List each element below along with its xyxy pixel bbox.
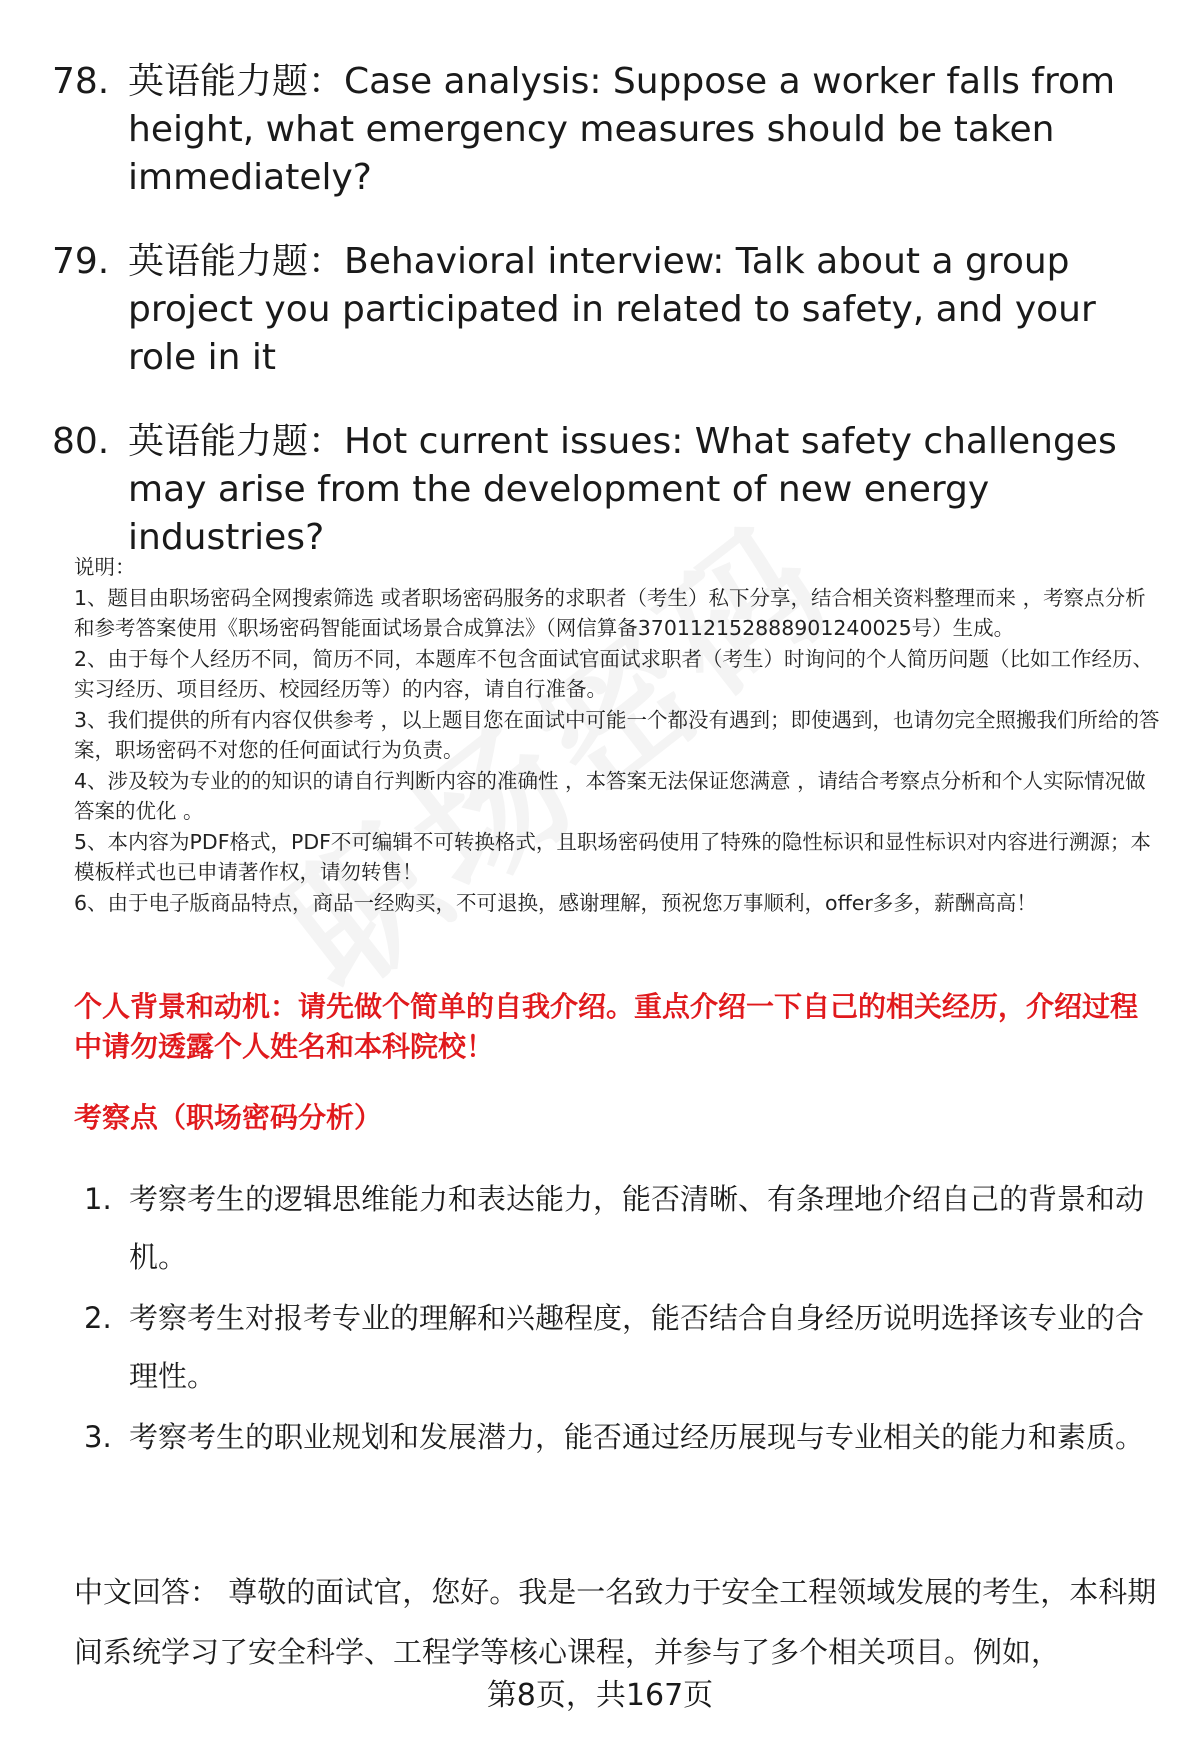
- analysis-number: 2.: [84, 1301, 112, 1335]
- note-item: 3、我们提供的所有内容仅供参考 ，以上题目您在面试中可能一个都没有遇到；即使遇到，也请勿完全照搬我们所给的答案，职场密码不对您的任何面试行为负责。: [74, 707, 1160, 762]
- answer-paragraph: [74, 1562, 1164, 1682]
- question-item: [52, 418, 1162, 562]
- analysis-item: [84, 1289, 1164, 1405]
- question-list: [52, 58, 1162, 598]
- question-number: 79.: [52, 241, 110, 282]
- analysis-number: 1.: [84, 1182, 112, 1216]
- question-tag: 英语能力题：: [128, 61, 345, 102]
- question-item: [52, 238, 1162, 382]
- note-item: 5、本内容为PDF格式，PDF不可编辑不可转换格式，且职场密码使用了特殊的隐性标识和显性标识对内容进行溯源；本模板样式也已申请著作权，请勿转售！: [74, 829, 1151, 884]
- analysis-heading: 考察点（职场密码分析）: [74, 1101, 383, 1134]
- analysis-text: 考察考生对报考专业的理解和兴趣程度，能否结合自身经历说明选择该专业的合理性。: [129, 1301, 1145, 1393]
- page-footer: 第8页，共167页: [486, 1678, 714, 1713]
- question-number: 78.: [52, 61, 110, 102]
- note-item: 6、由于电子版商品特点，商品一经购买，不可退换，感谢理解，预祝您万事顺利，offer多多，薪酬高高！: [74, 890, 1037, 915]
- analysis-number: 3.: [84, 1420, 112, 1454]
- note-item: 2、由于每个人经历不同，简历不同，本题库不包含面试官面试求职者（考生）时询问的个人简历问题（比如工作经历、实习经历、项目经历、校园经历等）的内容，请自行准备。: [74, 646, 1154, 701]
- answer-text: 尊敬的面试官，您好。我是一名致力于安全工程领域发展的考生，本科期间系统学习了安全科学、工程学等核心课程，并参与了多个相关项目。例如，: [74, 1575, 1157, 1669]
- note-item: 4、涉及较为专业的的知识的请自行判断内容的准确性 ，本答案无法保证您满意 ，请结合考察点分析和个人实际情况做答案的优化 。: [74, 768, 1146, 823]
- disclaimer-notes: [74, 552, 1164, 918]
- analysis-text: 考察考生的职业规划和发展潜力，能否通过经历展现与专业相关的能力和素质。: [129, 1420, 1145, 1454]
- question-tag: 英语能力题：: [128, 241, 345, 282]
- question-text: Behavioral interview: Talk about a group project you participated in related to safety, and your role in it: [128, 241, 1096, 378]
- analysis-text: 考察考生的逻辑思维能力和表达能力，能否清晰、有条理地介绍自己的背景和动机。: [129, 1182, 1145, 1274]
- question-item: [52, 58, 1162, 202]
- notes-heading: 说明：: [74, 555, 136, 579]
- question-text: Hot current issues: What safety challenges may arise from the development of new energy industries?: [128, 421, 1117, 558]
- note-item: 1、题目由职场密码全网搜索筛选 或者职场密码服务的求职者（考生）私下分享，结合相关资料整理而来 ，考察点分析和参考答案使用《职场密码智能面试场景合成算法》（网信算备370112152888901240025号）生成。: [74, 585, 1146, 640]
- answer-label: 中文回答：: [74, 1575, 220, 1609]
- question-number: 80.: [52, 421, 110, 462]
- analysis-list: [84, 1170, 1164, 1469]
- question-text: Case analysis: Suppose a worker falls from height, what emergency measures should be taken immediately?: [128, 61, 1116, 198]
- analysis-item: [84, 1408, 1164, 1466]
- analysis-item: [84, 1170, 1164, 1286]
- background-prompt: 个人背景和动机：请先做个简单的自我介绍。重点介绍一下自己的相关经历，介绍过程中请勿透露个人姓名和本科院校！: [74, 990, 1139, 1063]
- question-tag: 英语能力题：: [128, 421, 345, 462]
